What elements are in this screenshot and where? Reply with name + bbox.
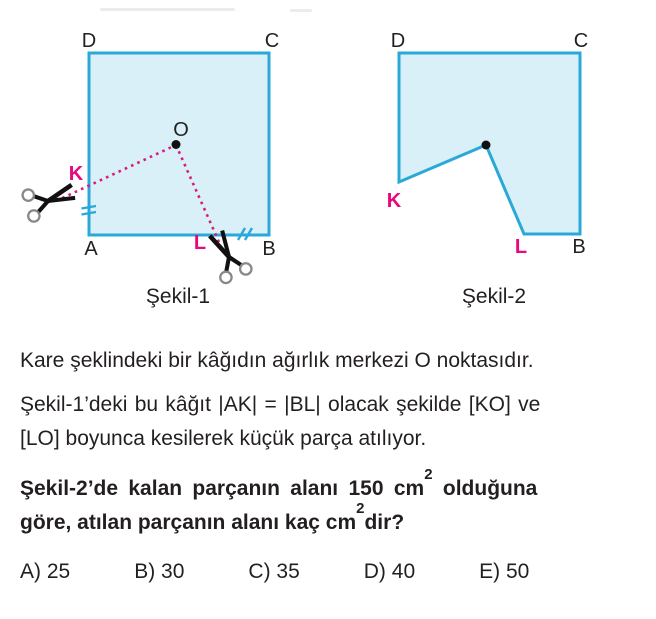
- answer-choices: [20, 560, 529, 584]
- problem-text: [LO] boyunca kesilerek küçük parça atılıyor.: [20, 427, 427, 450]
- fig2-caption: Şekil-2: [461, 285, 527, 308]
- fig1-label-A: A: [84, 238, 98, 260]
- fig1-label-D: D: [81, 30, 97, 52]
- problem-text: Şekil-1’deki bu kâğıt |AK| = |BL| olacak şekilde [KO] ve: [20, 393, 541, 416]
- fig1-label-C: C: [264, 30, 280, 52]
- question-text: [20, 466, 634, 540]
- question-line1: Şekil-2’de kalan parçanın alanı 150 $cm^2$ olduğuna: [20, 466, 538, 500]
- answer-option-d: D) 40: [363, 560, 416, 583]
- figure-1: [21, 30, 279, 308]
- fig2-label-K: K: [386, 190, 402, 212]
- fig2-label-C: C: [573, 30, 589, 52]
- answer-option-b: B) 30: [134, 560, 185, 583]
- point-O-dot: [172, 140, 181, 149]
- problem-text: Kare şeklindeki bir kâğıdın ağırlık merkezi O noktasıdır.: [20, 349, 534, 372]
- problem-statement-line1: [20, 344, 634, 378]
- squared-exponent: 2: [356, 500, 365, 517]
- problem-statement-line2: [20, 388, 634, 456]
- fig2-label-D: D: [390, 30, 406, 52]
- fig1-label-B: B: [262, 238, 276, 260]
- point-O-dot: [482, 141, 491, 150]
- answer-option-c: C) 35: [248, 560, 300, 583]
- fig2-label-B: B: [572, 236, 586, 258]
- fig2-label-L: L: [514, 236, 528, 258]
- fig1-caption: Şekil-1: [145, 285, 211, 308]
- fig1-label-O: O: [173, 119, 189, 141]
- squared-exponent: 2: [424, 466, 433, 483]
- figure-2: [387, 30, 588, 308]
- question-line2: göre, atılan parçanın alanı kaç $cm^2dir$?: [20, 500, 405, 534]
- answer-option-a: A) 25: [20, 560, 71, 583]
- fig1-label-K: K: [68, 163, 84, 185]
- fig1-label-L: L: [193, 232, 207, 254]
- answer-option-e: E) 50: [479, 560, 530, 583]
